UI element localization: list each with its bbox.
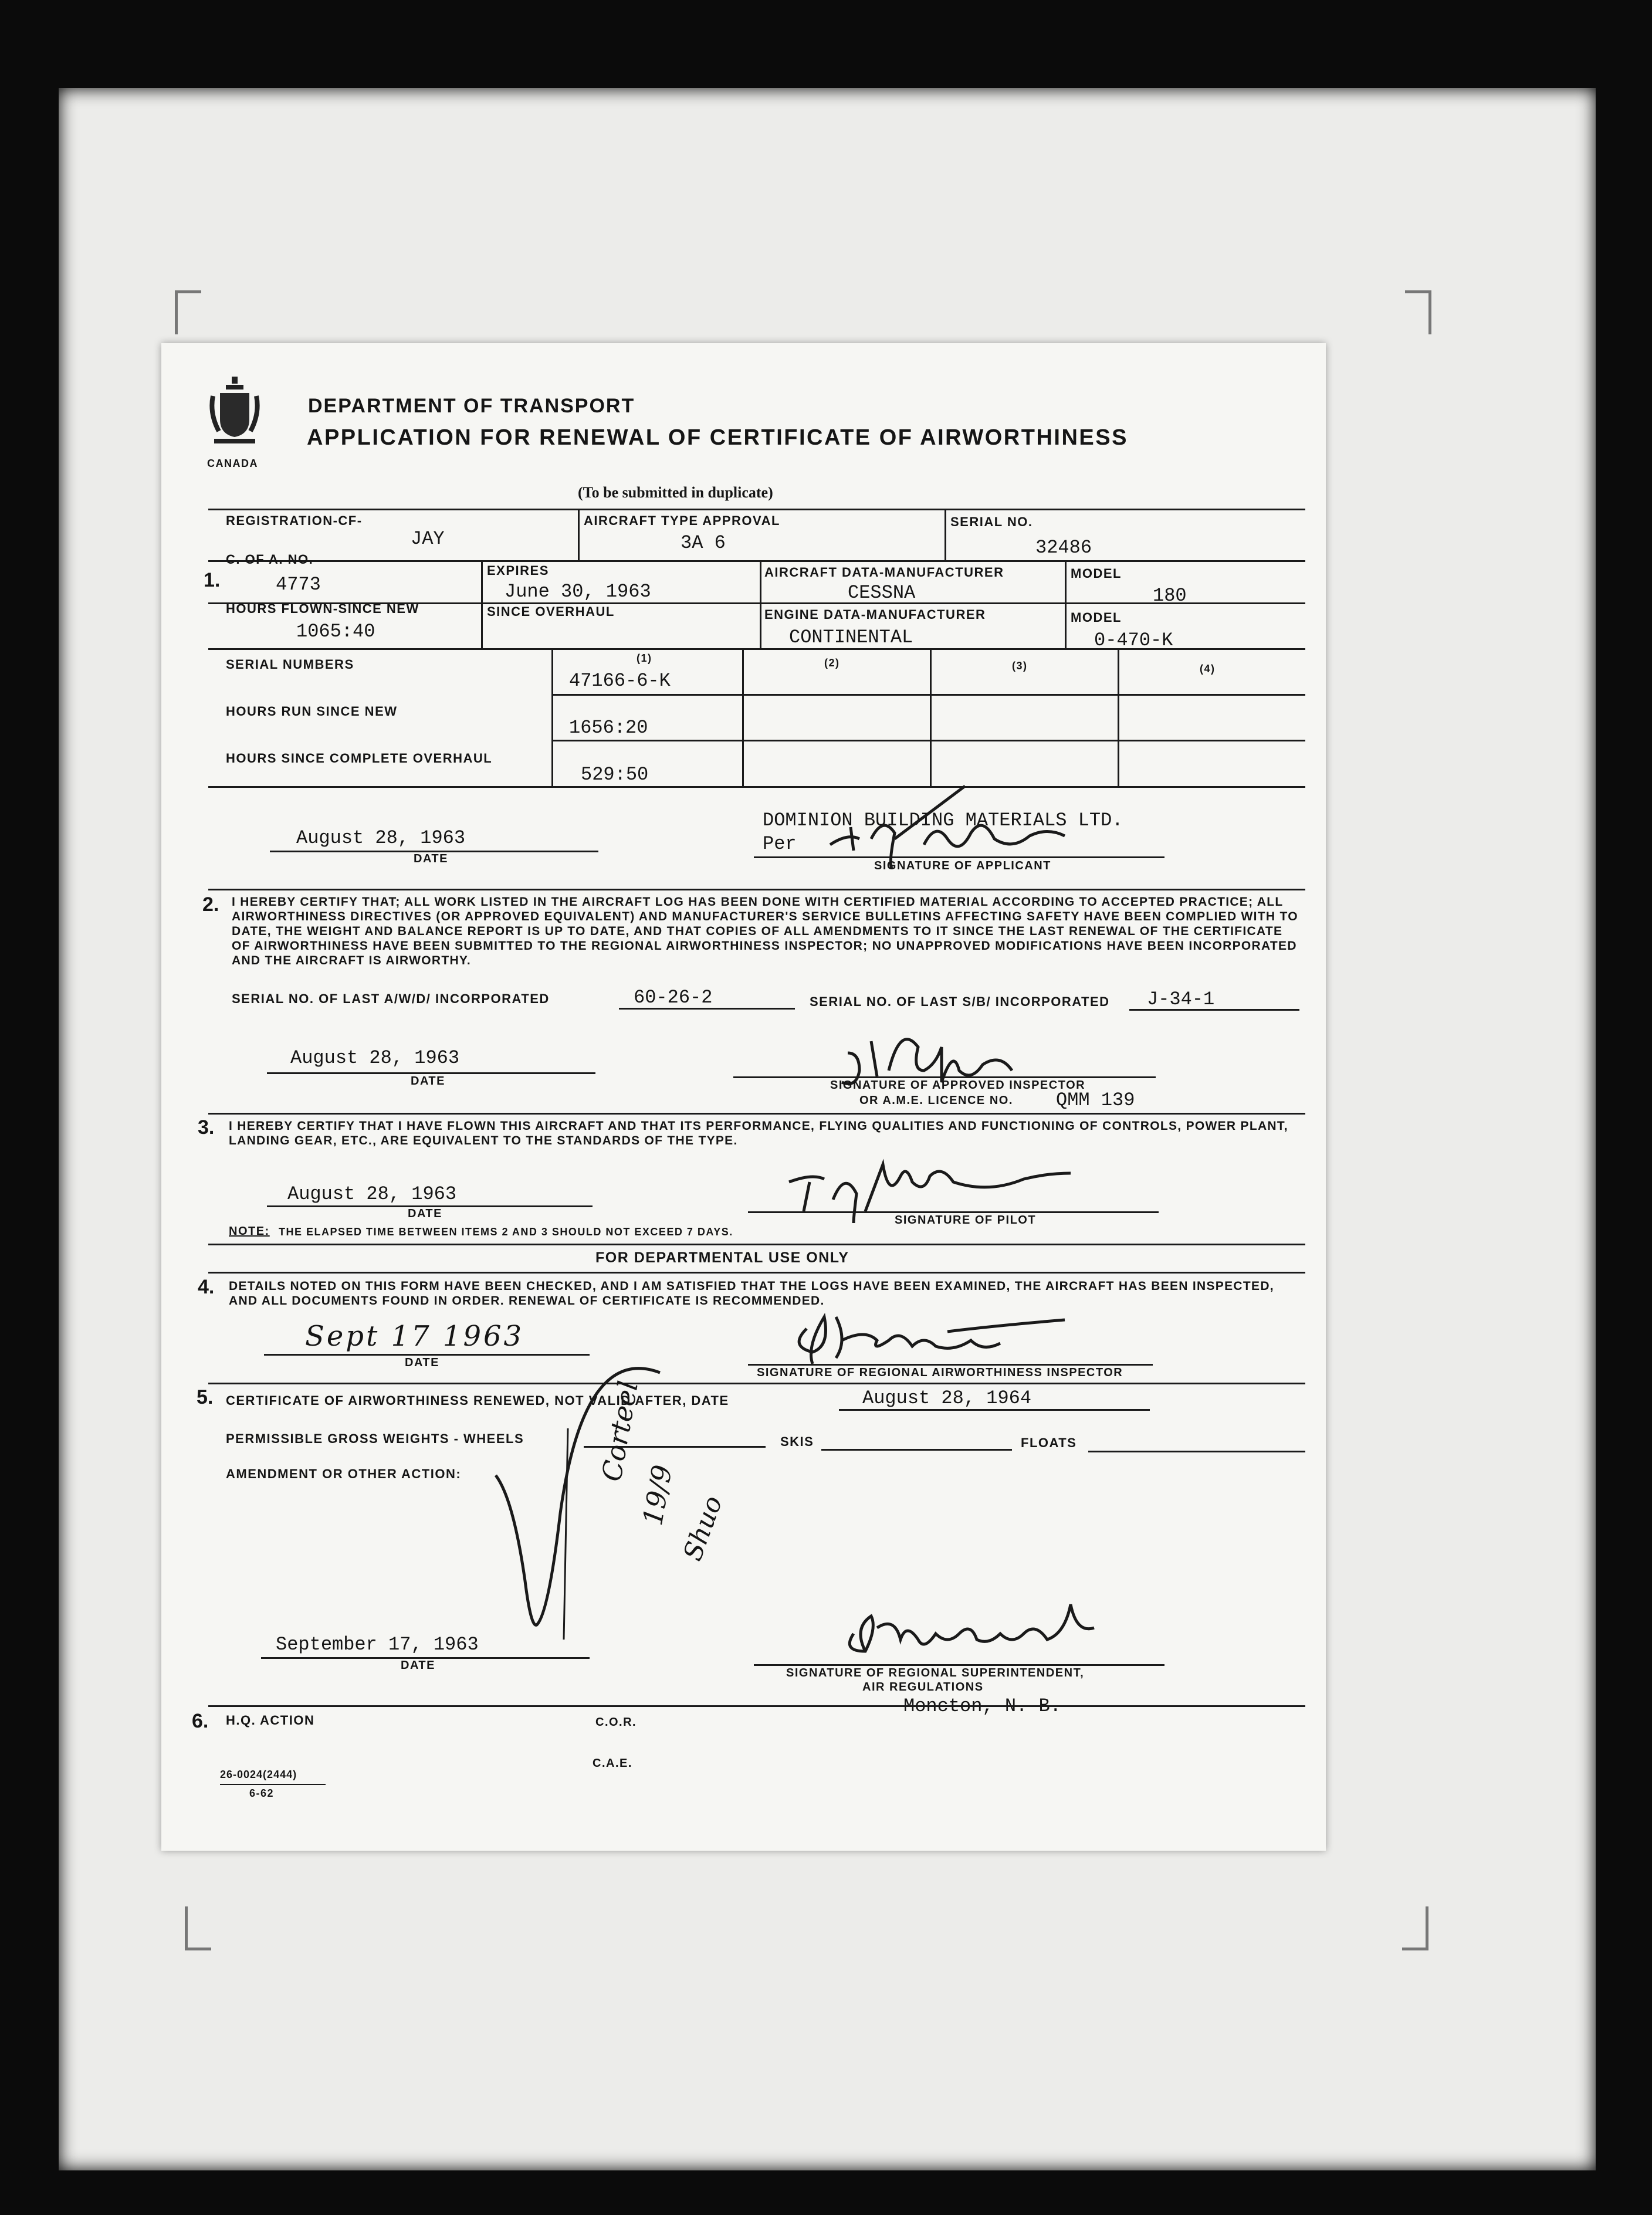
engine-manufacturer-value: CONTINENTAL [789, 626, 913, 648]
note-text: THE ELAPSED TIME BETWEEN ITEMS 2 AND 3 SHOULD NOT EXCEED 7 DAYS. [279, 1226, 733, 1238]
coa-label: C. OF A. NO. [226, 552, 314, 567]
form-date: 6-62 [249, 1787, 275, 1799]
superintendent-signature-label-2: AIR REGULATIONS [862, 1681, 984, 1694]
handwritten-note-line-1: Corteel [595, 1379, 645, 1484]
since-overhaul-label: SINCE OVERHAUL [487, 604, 615, 619]
canada-coat-of-arms-icon [208, 375, 261, 452]
cae-label: C.A.E. [593, 1757, 632, 1770]
section-6-number: 6. [192, 1710, 209, 1732]
licence-label: OR A.M.E. LICENCE NO. [859, 1094, 1013, 1107]
departmental-use-header: FOR DEPARTMENTAL USE ONLY [595, 1249, 849, 1266]
company-name: DOMINION BUILDING MATERIALS LTD. [763, 810, 1123, 831]
engine-column-4: (4) [1200, 663, 1216, 675]
section-2-number: 2. [202, 893, 219, 916]
floats-label: FLOATS [1021, 1435, 1077, 1450]
regional-inspector-date-value: Sept 17 1963 [305, 1320, 524, 1353]
expires-value: June 30, 1963 [505, 581, 651, 602]
regional-inspector-signature [771, 1305, 1135, 1370]
regional-inspector-date-label: DATE [405, 1356, 439, 1369]
inspector-date-value: August 28, 1963 [290, 1047, 460, 1069]
country-label: CANADA [207, 458, 258, 469]
location-value: Moncton, N. B. [903, 1695, 1061, 1717]
hours-overhaul-label: HOURS SINCE COMPLETE OVERHAUL [226, 751, 493, 766]
sb-value: J-34-1 [1147, 988, 1215, 1010]
handwritten-note-line-2: 19/9 [637, 1462, 679, 1528]
hours-overhaul-value: 529:50 [581, 764, 649, 785]
serial-no-value: 32486 [1035, 537, 1092, 558]
department-title: DEPARTMENT OF TRANSPORT [308, 395, 635, 417]
corner-bracket-bottom-left [185, 1906, 211, 1950]
hours-run-label: HOURS RUN SINCE NEW [226, 704, 398, 719]
aircraft-model-value: 180 [1153, 585, 1187, 607]
type-approval-value: 3A 6 [681, 532, 726, 554]
form-title: APPLICATION FOR RENEWAL OF CERTIFICATE OF AIRWORTHINESS [307, 425, 1128, 450]
engine-model-value: 0-470-K [1094, 629, 1173, 651]
renewed-value: August 28, 1964 [862, 1387, 1032, 1409]
pilot-signature-label: SIGNATURE OF PILOT [895, 1214, 1037, 1227]
superintendent-date-value: September 17, 1963 [276, 1634, 479, 1655]
serial-numbers-value: 47166-6-K [569, 670, 671, 692]
engine-column-2: (2) [824, 657, 840, 669]
aircraft-manufacturer-value: CESSNA [848, 582, 916, 604]
engine-column-3: (3) [1012, 660, 1028, 672]
renewed-label: CERTIFICATE OF AIRWORTHINESS RENEWED, NOT VALID AFTER, DATE [226, 1393, 729, 1408]
awd-label: SERIAL NO. OF LAST A/W/D/ INCORPORATED [232, 991, 550, 1006]
expires-label: EXPIRES [487, 563, 549, 578]
serial-no-label: SERIAL NO. [950, 514, 1033, 529]
pilot-date-value: August 28, 1963 [287, 1183, 457, 1205]
applicant-date-label: DATE [414, 852, 448, 865]
engine-column-1: (1) [637, 652, 652, 664]
inspector-signature-label: SIGNATURE OF APPROVED INSPECTOR [830, 1079, 1086, 1092]
section-2-certification-text: I HEREBY CERTIFY THAT; ALL WORK LISTED IN THE AIRCRAFT LOG HAS BEEN DONE WITH CERTIFIED MATERIAL ACCORDING TO ACCEPTED PRACTICE; ALL AIRWORTHINESS DIRECTIVES (OR APPROVED EQUIVALENT) AND MANUFACTURER'S SERVICE BULLETINS AFFECTING SAFETY HAVE BEEN COMPLIED WITH TO DATE, THE WEIGHT AND BALANCE REPORT IS UP TO DATE, AND THAT COPIES OF ALL AMENDMENTS TO IT SINCE THE LAST RENEWAL OF THE CERTIFICATE OF AIRWORTHINESS HAVE BEEN SUBMITTED TO THE REGIONAL AIRWORTHINESS INSPECTOR; NO UNAPPROVED MODIFICATIONS HAVE BEEN INCORPORATED AND THE AIRCRAFT IS AIRWORTHY. [232, 895, 1298, 967]
handwritten-note-line-3: Shuo [678, 1492, 729, 1565]
airworthiness-form [161, 343, 1326, 1851]
hours-flown-label: HOURS FLOWN-SINCE NEW [226, 601, 419, 616]
section-4-text: DETAILS NOTED ON THIS FORM HAVE BEEN CHECKED, AND I AM SATISFIED THAT THE LOGS HAVE BEEN EXAMINED, THE AIRCRAFT HAS BEEN INSPECTED, AND ALL DOCUMENTS FOUND IN ORDER. RENEWAL OF CERTIFICATE IS RECOMMENDED. [229, 1279, 1274, 1308]
section-5-number: 5. [197, 1386, 214, 1408]
licence-value: QMM 139 [1056, 1089, 1135, 1111]
hq-action-label: H.Q. ACTION [226, 1713, 315, 1728]
gross-weights-label: PERMISSIBLE GROSS WEIGHTS - WHEELS [226, 1431, 524, 1446]
superintendent-signature-label: SIGNATURE OF REGIONAL SUPERINTENDENT, [786, 1667, 1085, 1679]
aircraft-model-label: MODEL [1071, 566, 1122, 581]
section-4-number: 4. [198, 1276, 215, 1298]
section-1-number: 1. [204, 569, 221, 591]
amendment-label: AMENDMENT OR OTHER ACTION: [226, 1466, 462, 1481]
inspector-date-label: DATE [411, 1075, 445, 1088]
superintendent-signature [836, 1598, 1164, 1663]
hours-run-value: 1656:20 [569, 717, 648, 739]
type-approval-label: AIRCRAFT TYPE APPROVAL [584, 513, 780, 528]
registration-label: REGISTRATION-CF- [226, 513, 363, 528]
corner-bracket-top-right [1405, 290, 1431, 334]
applicant-signature-label: SIGNATURE OF APPLICANT [874, 859, 1051, 872]
duplicate-note: (To be submitted in duplicate) [578, 484, 773, 501]
awd-value: 60-26-2 [634, 987, 713, 1008]
corner-bracket-bottom-right [1402, 1906, 1428, 1950]
serial-numbers-label: SERIAL NUMBERS [226, 657, 354, 672]
regional-inspector-signature-label: SIGNATURE OF REGIONAL AIRWORTHINESS INSPECTOR [757, 1366, 1123, 1379]
sb-label: SERIAL NO. OF LAST S/B/ INCORPORATED [810, 994, 1110, 1009]
note-label: NOTE: [229, 1225, 270, 1238]
pilot-date-label: DATE [408, 1207, 442, 1220]
registration-value: JAY [411, 528, 445, 550]
engine-manufacturer-label: ENGINE DATA-MANUFACTURER [764, 607, 986, 622]
applicant-date-value: August 28, 1963 [296, 827, 466, 849]
corner-bracket-top-left [175, 290, 201, 334]
engine-model-label: MODEL [1071, 610, 1122, 625]
cor-label: C.O.R. [595, 1716, 637, 1729]
aircraft-manufacturer-label: AIRCRAFT DATA-MANUFACTURER [764, 565, 1004, 580]
section-3-certification-text: I HEREBY CERTIFY THAT I HAVE FLOWN THIS AIRCRAFT AND THAT ITS PERFORMANCE, FLYING QUALITIES AND FUNCTIONING OF CONTROLS, POWER PLANT, LANDING GEAR, ETC., ARE EQUIVALENT TO THE STANDARDS OF THE TYPE. [229, 1119, 1288, 1147]
skis-label: SKIS [780, 1434, 814, 1449]
coa-value: 4773 [276, 574, 321, 595]
form-number: 26-0024(2444) [220, 1769, 297, 1780]
superintendent-date-label: DATE [401, 1659, 435, 1672]
section-3-number: 3. [198, 1116, 215, 1139]
per-label: Per [763, 833, 797, 855]
hours-flown-value: 1065:40 [296, 621, 375, 642]
